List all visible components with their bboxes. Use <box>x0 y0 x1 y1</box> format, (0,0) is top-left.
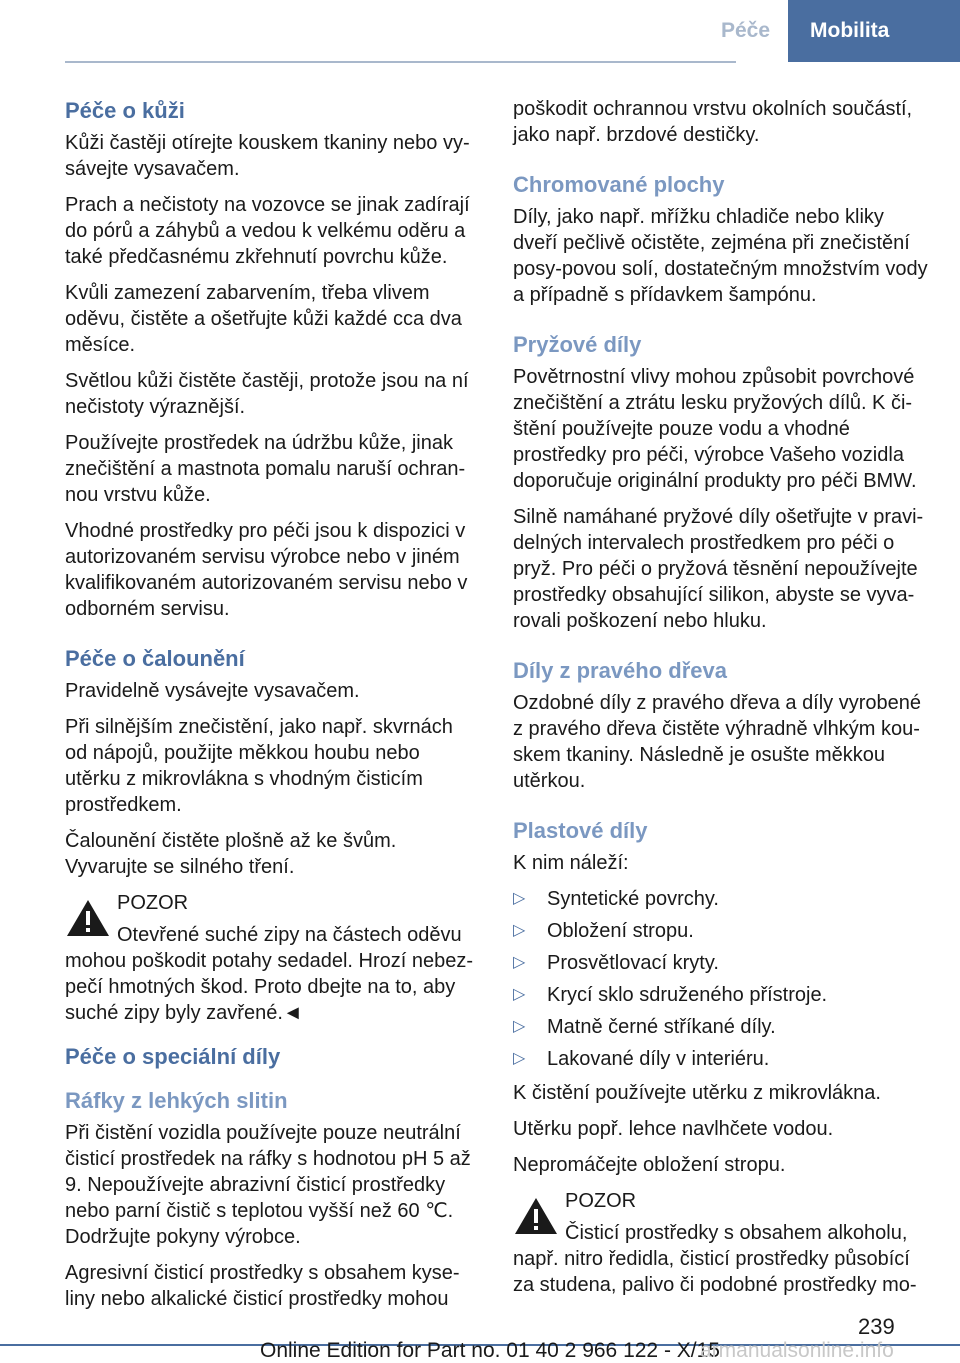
leather-paragraph-3: Kvůli zamezení zabarvením, třeba vlivem oděvu, čistěte a ošetřujte kůži každé cca dva měsíce. <box>65 282 462 356</box>
leather-paragraph-1: Kůži častěji otírejte kouskem tkaniny nebo vy‐sávejte vysavačem. <box>65 132 470 180</box>
list-item: ▷ Matně černé stříkané díly. <box>513 1016 776 1038</box>
plastic-intro: K nim náleží: <box>513 852 629 874</box>
triangle-bullet-icon: ▷ <box>513 1050 526 1067</box>
warning-triangle-icon <box>65 898 111 938</box>
warning-label: POZOR <box>565 1190 637 1212</box>
tab-section-mobility[interactable]: Mobilita <box>788 0 960 62</box>
chrome-paragraph: Díly, jako např. mřížku chladiče nebo kliky dveří pečlivě očistěte, zejména při znečistění posy‐povou solí, dostatečným množstvím vody a případně s přídavkem šampónu. <box>513 206 928 306</box>
watermark: armanualsonline.info <box>700 1339 894 1362</box>
triangle-bullet-icon: ▷ <box>513 890 526 907</box>
list-item: ▷ Krycí sklo sdruženého přístroje. <box>513 984 828 1006</box>
plastic-paragraph-2: Utěrku popř. lehce navlhčete vodou. <box>513 1118 834 1140</box>
warning-text: např. nitro ředidla, čisticí prostředky působící za studena, palivo či podobné prostředky mo‐ <box>513 1248 917 1296</box>
triangle-bullet-icon: ▷ <box>513 922 526 939</box>
triangle-bullet-icon: ▷ <box>513 1018 526 1035</box>
list-item: ▷ Obložení stropu. <box>513 920 694 942</box>
plastic-parts-list <box>513 886 933 1072</box>
header-tabs <box>703 0 960 62</box>
warning-text-first-line: Čisticí prostředky s obsahem alkoholu, <box>565 1222 908 1244</box>
warning-text: mohou poškodit potahy sedadel. Hrozí nebez‐pečí hmotných škod. Proto dbejte na to, aby suché zipy byly zavřené.◄ <box>65 950 474 1024</box>
plastic-paragraph-3: Nepromáčejte obložení stropu. <box>513 1154 786 1176</box>
list-item: ▷ Lakované díly v interiéru. <box>513 1048 770 1070</box>
warning-label: POZOR <box>117 892 189 914</box>
heading-upholstery-care: Péče o čalounění <box>65 646 245 671</box>
header-divider <box>65 61 736 63</box>
leather-paragraph-5: Používejte prostředek na údržbu kůže, jinak znečištění a mastnota pomalu naruší ochran‐nou vrstvu kůže. <box>65 432 466 506</box>
leather-paragraph-6: Vhodné prostředky pro péči jsou k dispozici v autorizovaném servisu výrobce nebo v jiném kvalifikovaném autorizovaném servisu nebo v odborném servisu. <box>65 520 468 620</box>
triangle-bullet-icon: ▷ <box>513 986 526 1003</box>
upholstery-paragraph-1: Pravidelně vysávejte vysavačem. <box>65 680 360 702</box>
upholstery-paragraph-2: Při silnějším znečistění, jako např. skvrnách od nápojů, použijte měkkou houbu nebo utěrku z mikrovlákna s vhodným čisticím prostředkem. <box>65 716 453 816</box>
heading-real-wood-parts: Díly z pravého dřeva <box>513 658 727 683</box>
left-column <box>65 96 480 1322</box>
heading-chrome-surfaces: Chromované plochy <box>513 172 725 197</box>
triangle-bullet-icon: ▷ <box>513 954 526 971</box>
upholstery-paragraph-3: Čalounění čistěte plošně až ke švům. Vyvarujte se silného tření. <box>65 830 397 878</box>
heading-special-parts: Péče o speciální díly <box>65 1044 281 1069</box>
leather-paragraph-4: Světlou kůži čistěte častěji, protože jsou na ní nečistoty výraznější. <box>65 370 469 418</box>
warning-triangle-icon <box>513 1196 559 1236</box>
tab-section-care[interactable]: Péče <box>703 0 788 62</box>
heading-leather-care: Péče o kůži <box>65 98 185 123</box>
page-number: 239 <box>858 1314 895 1339</box>
right-column <box>513 96 933 1310</box>
rubber-paragraph-2: Silně namáhané pryžové díly ošetřujte v pravi‐delných intervalech prostředkem pro péči o pryž. Pro péči o pryžová těsnění nepoužívejte prostředky obsahující silikon, abyste se vyva‐rovali poškození nebo hluku. <box>513 506 924 632</box>
heading-rubber-parts: Pryžové díly <box>513 332 642 357</box>
continuation-paragraph: poškodit ochrannou vrstvu okolních součástí, jako např. brzdové destičky. <box>513 98 913 146</box>
heading-alloy-rims: Ráfky z lehkých slitin <box>65 1088 288 1113</box>
list-item: ▷ Syntetické povrchy. <box>513 888 719 910</box>
rims-paragraph-1: Při čistění vozidla používejte pouze neutrální čisticí prostředek na ráfky s hodnotou pH 5 až 9. Nepoužívejte abrazivní čisticí prostředky nebo parní čistič s teplotou vyšší než 60 ℃. Dodržujte pokyny výrobce. <box>65 1122 471 1248</box>
warning-text-first-line: Otevřené suché zipy na částech oděvu <box>117 924 462 946</box>
list-item: ▷ Prosvětlovací kryty. <box>513 952 719 974</box>
plastic-paragraph-1: K čistění používejte utěrku z mikrovlákna. <box>513 1082 881 1104</box>
edition-footer: Online Edition for Part no. 01 40 2 966 122 - X/15 <box>260 1339 720 1362</box>
rubber-paragraph-1: Povětrnostní vlivy mohou způsobit povrchové znečištění a ztrátu lesku pryžových dílů. K či‐štění používejte pouze vodu a vhodné prostředky pro péči, výrobce Vašeho vozidla doporučuje originální produkty pro péči BMW. <box>513 366 917 492</box>
leather-paragraph-2: Prach a nečistoty na vozovce se jinak zadírají do pórů a záhybů a vedou k velkému oděru a také předčasnému zkřehnutí povrchu kůže. <box>65 194 470 268</box>
warning-block-zippers <box>65 890 480 1026</box>
rims-paragraph-2: Agresivní čisticí prostředky s obsahem kyse‐liny nebo alkalické čisticí prostředky mohou <box>65 1262 460 1310</box>
warning-block-cleaners <box>513 1188 933 1298</box>
heading-plastic-parts: Plastové díly <box>513 818 648 843</box>
wood-paragraph: Ozdobné díly z pravého dřeva a díly vyrobené z pravého dřeva čistěte výhradně vlhkým kou‐skem tkaniny. Následně je osušte měkkou utěrkou. <box>513 692 922 792</box>
